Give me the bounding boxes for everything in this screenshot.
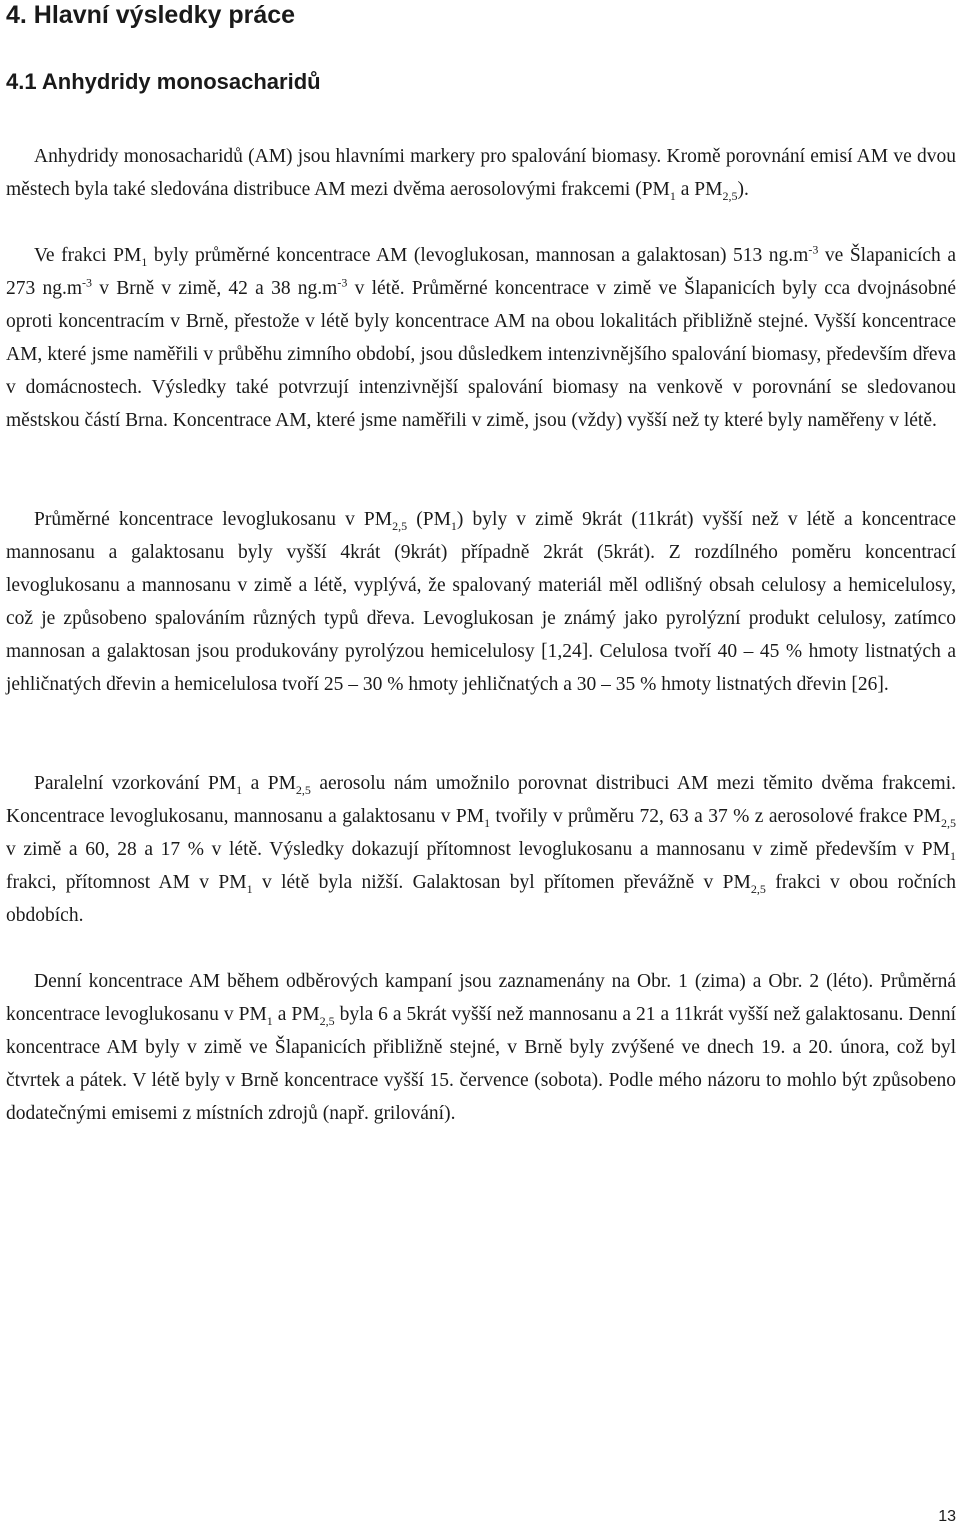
paragraph-fraction-distribution: Paralelní vzorkování $PM_1$ a $PM_{2,5}$ aerosolu nám umožnilo porovnat distribuci AM mezi těmito dvěma frakcemi. Koncentrace levoglukosanu, mannosanu a galaktosanu v $PM_1$ tvořily v průměru 72, 63 a 37 % z aerosolové frakce $PM_{2,5}$ v zimě a 60, 28 a 17 % v létě. Výsledky dokazují přítomnost levoglukosanu a mannosanu v zimě především v $PM_1$ frakci, přítomnost AM v $PM_1$ v létě byla nižší. Galaktosan byl přítomen převážně v $PM_{2,5}$ frakci v obou ročních obdobích. bbox=[6, 773, 956, 926]
page-number: 13 bbox=[938, 1508, 956, 1525]
paragraph-intro: Anhydridy monosacharidů (AM) jsou hlavními markery pro spalování biomasy. Kromě porovnání emisí AM ve dvou městech byla také sledována distribuce AM mezi dvěma aerosolovými frakcemi ($PM_1$ a $PM_{2,5}$). bbox=[6, 146, 956, 203]
paragraph-daily-concentrations: Denní koncentrace AM během odběrových kampaní jsou zaznamenány na Obr. 1 (zima) a Obr. 2 (léto). Průměrná koncentrace levoglukosanu v $PM_1$ a $PM_{2,5}$ byla 6 a 5krát vyšší než mannosanu a 21 a 11krát vyšší než galaktosanu. Denní koncentrace AM byly v zimě ve Šlapanicích přibližně stejné, v Brně byly zvýšené ve dnech 19. a 20. února, což byl čtvrtek a pátek. V létě byly v Brně koncentrace vyšší 15. července (sobota). Podle mého názoru to mohlo být způsobeno dodatečnými emisemi z místních zdrojů (např. grilování). bbox=[6, 971, 956, 1124]
paragraph-levoglucosan-ratios: Průměrné koncentrace levoglukosanu v $PM_{2,5}$ $(PM_1)$ byly v zimě 9krát (11krát) vyšší než v létě a koncentrace mannosanu a galaktosanu byly vyšší 4krát (9krát) případně 2krát (5krát). Z rozdílného poměru koncentrací levoglukosanu a mannosanu v zimě a létě, vyplývá, že spalovaný materiál měl odlišný obsah celulosy a hemicelulosy, což je způsobeno spalováním různých typů dřeva. Levoglukosan je známý jako pyrolýzní produkt celulosy, zatímco mannosan a galaktosan jsou produkovány pyrolýzou hemicelulosy [1,24]. Celulosa tvoří 40 – 45 % hmoty listnatých a jehličnatých dřevin a hemicelulosa tvoří 25 – 30 % hmoty jehličnatých a 30 – 35 % hmoty listnatých dřevin [26]. bbox=[6, 509, 956, 695]
paragraph-pm1-concentrations: Ve frakci $PM_1$ byly průměrné koncentrace AM (levoglukosan, mannosan a galaktosan) 513 $ng.m^{-3}$ ve Šlapanicích a 273 $ng.m^{-3}$ v Brně v zimě, 42 a 38 $ng.m^{-3}$ v létě. Průměrné koncentrace v zimě ve Šlapanicích byly cca dvojnásobné oproti koncentracím v Brně, přestože v létě byly koncentrace AM na obou lokalitách přibližně stejné. Vyšší koncentrace AM, které jsme naměřili v průběhu zimního období, jsou důsledkem intenzivnějšího spalování biomasy, především dřeva v domácnostech. Výsledky také potvrzují intenzivnější spalování biomasy na venkově v porovnání se sledovanou městskou částí Brna. Koncentrace AM, které jsme naměřili v zimě, jsou (vždy) vyšší než ty které byly naměřeny v létě. bbox=[6, 242, 957, 431]
chapter-heading: 4. Hlavní výsledky práce bbox=[6, 1, 296, 29]
section-heading: 4.1 Anhydridy monosacharidů bbox=[6, 69, 321, 94]
